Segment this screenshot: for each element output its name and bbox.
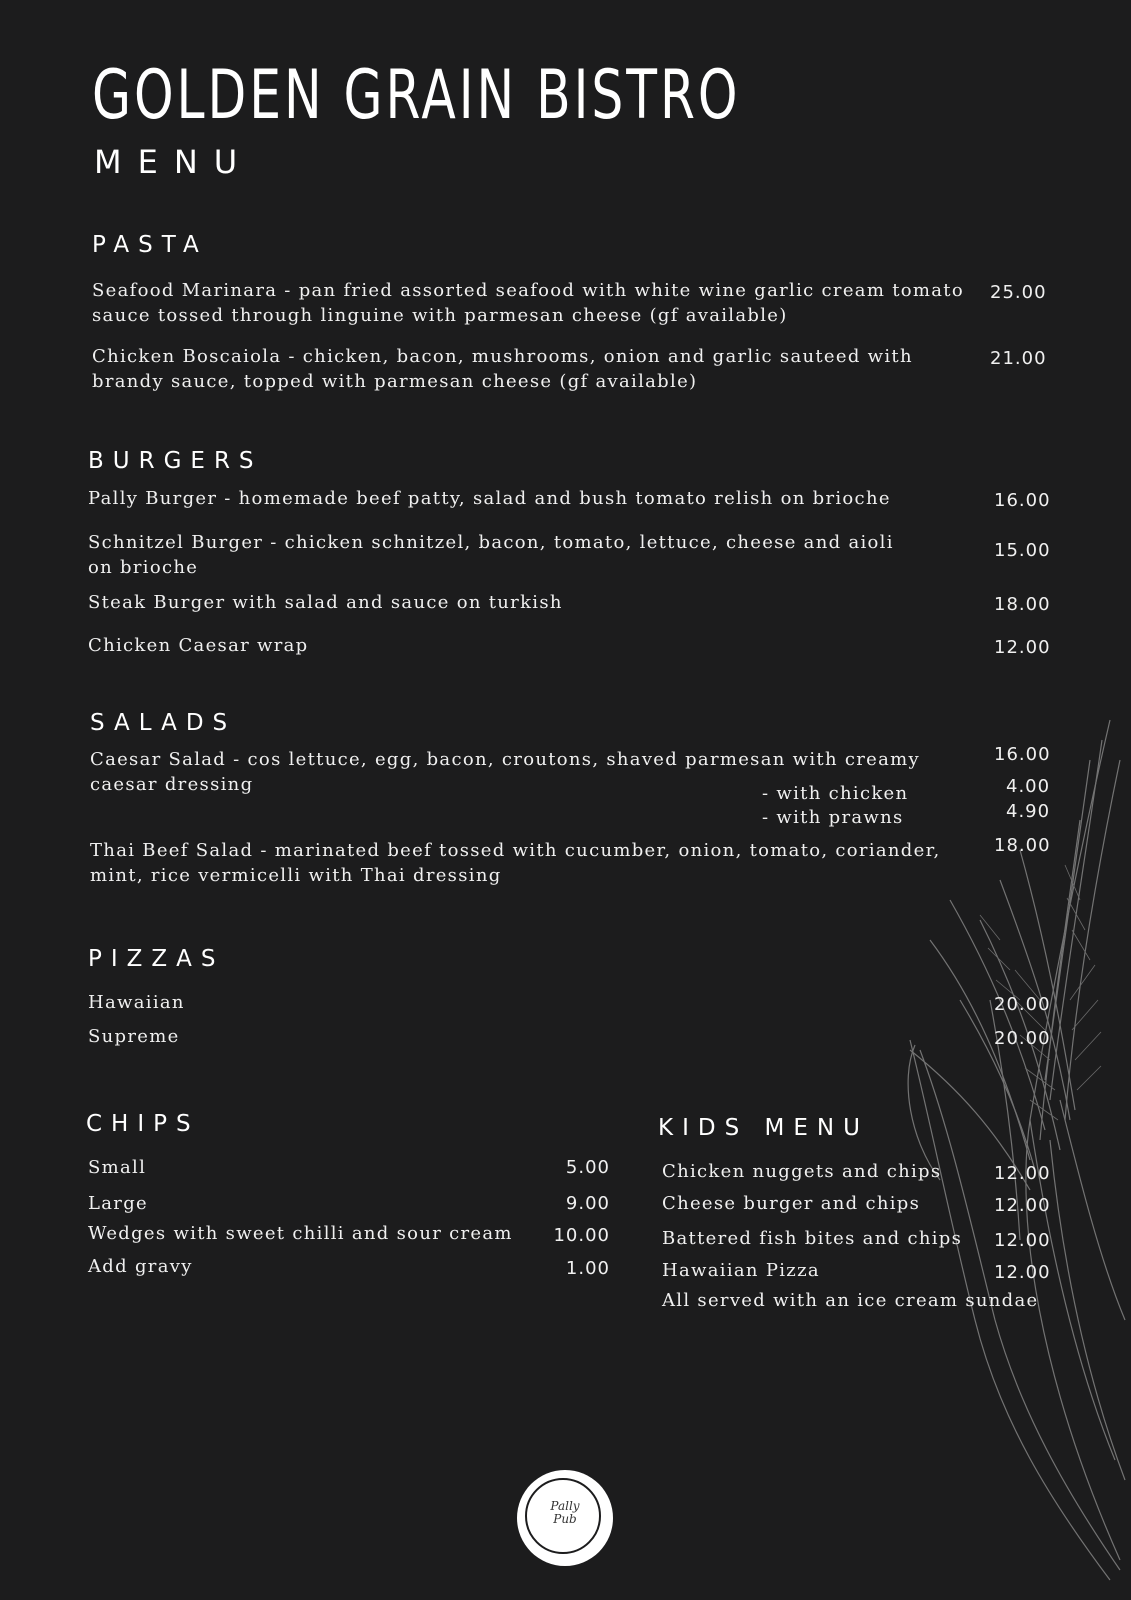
menu-item-description: Chicken Caesar wrap [88,635,309,656]
menu-item-description: Schnitzel Burger - chicken schnitzel, bacon, tomato, lettuce, cheese and aioli on brioche [88,532,894,578]
menu-item-name: Wedges with sweet chilli and sour cream [88,1223,513,1244]
menu-item-price: 5.00 [565,1157,610,1178]
menu-item-description: Chicken Boscaiola - chicken, bacon, mushrooms, onion and garlic sauteed with brandy sauce, topped with parmesan cheese (gf available) [92,346,913,392]
logo-text: Pally Pub [550,1499,580,1526]
menu-item-price: 15.00 [994,540,1051,561]
restaurant-title: GOLDEN GRAIN BISTRO [92,56,741,135]
menu-item-price: 12.00 [994,1163,1051,1184]
menu-item-price: 18.00 [994,835,1051,856]
salad-option-prawns: - with prawns [762,807,904,828]
section-heading-burgers: BURGERS [88,448,263,474]
menu-item-name: Add gravy [88,1256,193,1277]
menu-item-price: 4.90 [1006,801,1051,822]
menu-item-description: Steak Burger with salad and sauce on turkish [88,592,563,613]
menu-item-name: Hawaiian [88,992,185,1013]
menu-item-price: 9.00 [565,1193,610,1214]
menu-item-name: Supreme [88,1026,180,1047]
menu-item-price: 16.00 [994,744,1051,765]
menu-item-description: Pally Burger - homemade beef patty, salad and bush tomato relish on brioche [88,488,891,509]
menu-item-name: Hawaiian Pizza [662,1260,820,1281]
salad-option-chicken: - with chicken [762,783,909,804]
menu-item-name: Battered fish bites and chips [662,1228,963,1249]
menu-item-description: Caesar Salad - cos lettuce, egg, bacon, croutons, shaved parmesan with creamy caesar dressing [90,749,920,795]
menu-item-price: 1.00 [565,1258,610,1279]
menu-item-price: 12.00 [994,637,1051,658]
section-heading-kids-menu: KIDS MENU [658,1115,869,1141]
section-heading-salads: SALADS [90,710,237,736]
menu-item-description: Thai Beef Salad - marinated beef tossed with cucumber, onion, tomato, coriander, mint, rice vermicelli with Thai dressing [90,840,941,886]
menu-item-price: 16.00 [994,490,1051,511]
menu-item-name: Cheese burger and chips [662,1193,921,1214]
menu-item-price: 12.00 [994,1230,1051,1251]
section-heading-pizzas: PIZZAS [88,946,225,972]
logo-ring [525,1478,601,1554]
menu-item-price: 25.00 [990,282,1047,303]
pally-pub-logo [517,1470,613,1566]
menu-item-price: 12.00 [994,1262,1051,1283]
menu-item-price: 4.00 [1006,776,1051,797]
menu-item-price: 18.00 [994,594,1051,615]
section-heading-chips: CHIPS [86,1111,200,1137]
menu-item-price: 20.00 [994,994,1051,1015]
menu-subtitle: MENU [94,143,254,181]
menu-item-description: Seafood Marinara - pan fried assorted seafood with white wine garlic cream tomato sauce tossed through linguine with parmesan cheese (gf available) [92,280,964,326]
kids-menu-note: All served with an ice cream sundae [662,1290,1039,1311]
section-heading-pasta: PASTA [92,232,208,258]
menu-item-name: Large [88,1193,148,1214]
menu-item-name: Small [88,1157,147,1178]
menu-item-name: Chicken nuggets and chips [662,1161,942,1182]
menu-item-price: 20.00 [994,1028,1051,1049]
menu-item-price: 21.00 [990,348,1047,369]
menu-item-price: 10.00 [553,1225,610,1246]
menu-item-price: 12.00 [994,1195,1051,1216]
